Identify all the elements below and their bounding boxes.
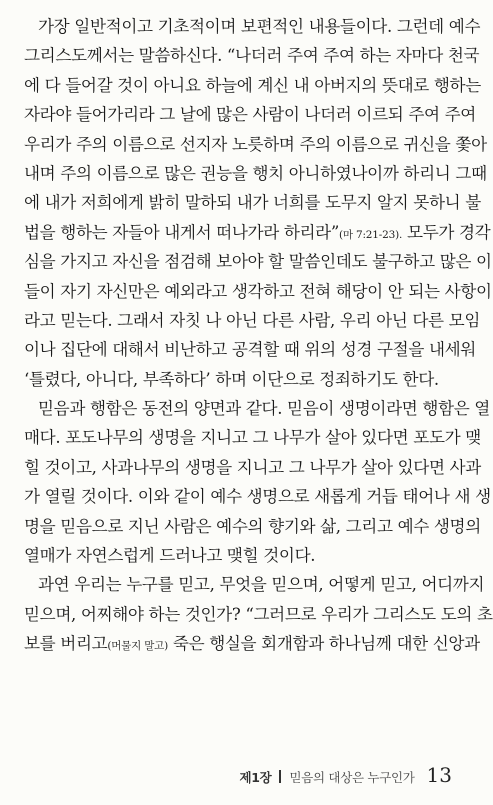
text-line: 가장 일반적이고 기초적이며 보편적인 내용들이다. 그런데 예수 — [38, 17, 481, 36]
text-line: 가 열릴 것이다. 이와 같이 예수 생명으로 새롭게 거듭 태어나 새 생 — [24, 487, 491, 507]
footer-divider — [279, 770, 281, 783]
text-line: ‘틀렸다, 아니다, 부족하다’ 하며 이단으로 정죄하기도 한다. — [24, 369, 439, 389]
text-line: 라고 믿는다. 그래서 자칫 나 아닌 다른 사람, 우리 아닌 다른 모임 — [24, 310, 481, 330]
text-line: 내며 주의 이름으로 많은 권능을 행치 아니하였나이까 하리니 그때 — [24, 163, 487, 183]
text-line: 에 내가 저희에게 밝히 말하되 내가 너희를 도무지 알지 못하니 불 — [24, 193, 481, 213]
paragraph-3 — [24, 570, 493, 658]
text-line: 그리스도께서는 말씀하신다. “나더러 주여 주여 하는 자마다 천국 — [24, 46, 480, 66]
text-line: 이나 집단에 대해서 비난하고 공격할 때 위의 성경 구절을 내세워 — [24, 340, 476, 360]
text-line: 열매가 자연스럽게 드러나고 맺힐 것이다. — [24, 546, 316, 566]
page-footer — [0, 763, 452, 789]
quote-text: 법을 행하는 자들아 내게서 떠나가라 하리라” — [24, 222, 339, 242]
scripture-reference: (마 7:21-23). — [339, 228, 403, 241]
paragraph-2 — [24, 394, 491, 570]
text-line: 과연 우리는 누구를 믿고, 무엇을 믿으며, 어떻게 믿고, 어디까지 — [38, 575, 485, 595]
inline-note: (머물지 말고) — [107, 640, 168, 653]
text-line — [24, 629, 480, 658]
text-line: 자라야 들어가리라 그 날에 많은 사람이 나더러 이르되 주여 주여 — [24, 105, 476, 125]
text-line: 우리가 주의 이름으로 선지자 노릇하며 주의 이름으로 귀신을 쫓아 — [24, 134, 487, 154]
body-text — [24, 12, 493, 659]
chapter-label: 제1장 — [239, 770, 272, 785]
text-fragment: 모두가 경각 — [402, 222, 491, 242]
quote-text: 보를 버리고 — [24, 634, 108, 654]
text-line: 심을 가지고 자신을 점검해 보아야 할 말씀인데도 불구하고 많은 이 — [24, 252, 492, 272]
text-line: 믿으며, 어찌해야 하는 것인가? “그러므로 우리가 그리스도 도의 초 — [24, 604, 493, 624]
chapter-title: 믿음의 대상은 누구인가 — [289, 770, 415, 785]
text-line: 들이 자기 자신만은 예외라고 생각하고 전혀 해당이 안 되는 사항이 — [24, 281, 492, 301]
text-line: 매다. 포도나무의 생명을 지니고 그 나무가 살아 있다면 포도가 맺 — [24, 428, 481, 448]
text-line: 에 다 들어갈 것이 아니요 하늘에 계신 내 아버지의 뜻대로 행하는 — [24, 75, 481, 95]
text-line: 명을 믿음으로 지닌 사람은 예수의 향기와 삶, 그리고 예수 생명의 — [24, 516, 481, 536]
page-number: 13 — [426, 763, 452, 787]
paragraph-1 — [24, 12, 492, 394]
text-line — [24, 218, 491, 247]
text-line: 힐 것이고, 사과나무의 생명을 지니고 그 나무가 살아 있다면 사과 — [24, 457, 481, 477]
text-fragment: 죽은 행실을 회개함과 하나님께 대한 신앙과 — [167, 634, 480, 654]
text-line: 믿음과 행함은 동전의 양면과 같다. 믿음이 생명이라면 행함은 열 — [38, 399, 490, 419]
